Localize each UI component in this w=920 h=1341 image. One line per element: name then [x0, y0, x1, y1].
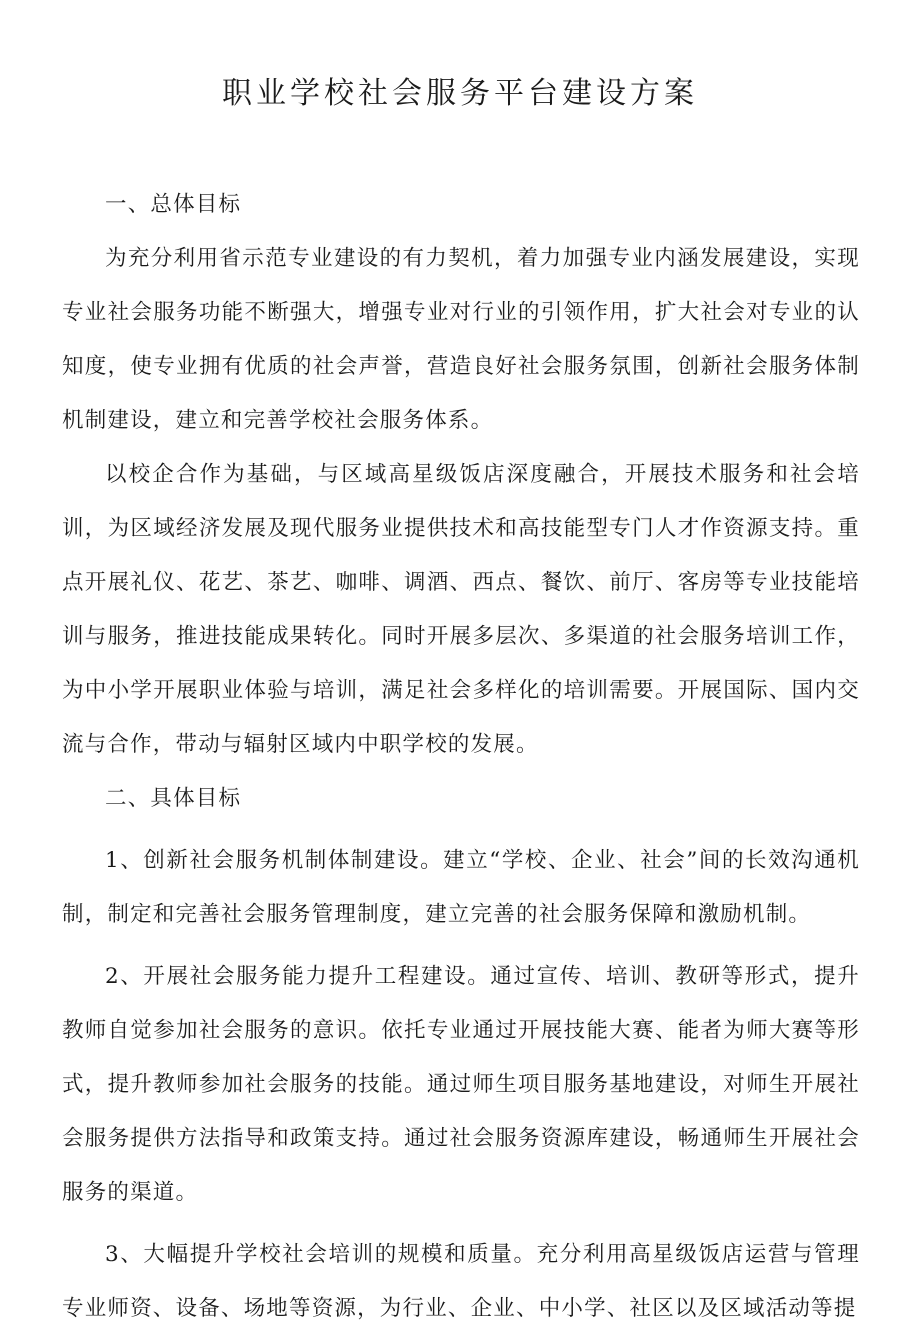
paragraph: 以校企合作为基础，与区域高星级饭店深度融合，开展技术服务和社会培训，为区域经济发展及现代服务业提供技术和高技能型专门人才作资源支持。重点开展礼仪、花艺、茶艺、咖啡、调酒、西点、餐饮、前厅、客房等专业技能培训与服务，推进技能成果转化。同时开展多层次、多渠道的社会服务培训工作，为中小学开展职业体验与培训，满足社会多样化的培训需要。开展国际、国内交流与合作，带动与辐射区域内中职学校的发展。 [62, 462, 860, 757]
section-heading-overall-goals: 一、总体目标 [105, 192, 242, 217]
numbered-paragraph: 3、大幅提升学校社会培训的规模和质量。充分利用高星级饭店运营与管理专业师资、设备、场地等资源，为行业、企业、中小学、社区以及区域活动等提 [62, 1242, 860, 1321]
numbered-paragraph: 2、开展社会服务能力提升工程建设。通过宣传、培训、教研等形式，提升教师自觉参加社会服务的意识。依托专业通过开展技能大赛、能者为师大赛等形式，提升教师参加社会服务的技能。通过师生项目服务基地建设，对师生开展社会服务提供方法指导和政策支持。通过社会服务资源库建设，畅通师生开展社会服务的渠道。 [62, 964, 860, 1205]
paragraph: 为充分利用省示范专业建设的有力契机，着力加强专业内涵发展建设，实现专业社会服务功能不断强大，增强专业对行业的引领作用，扩大社会对专业的认知度，使专业拥有优质的社会声誉，营造良好社会服务氛围，创新社会服务体制机制建设，建立和完善学校社会服务体系。 [62, 246, 860, 433]
document-body [62, 178, 860, 1336]
numbered-paragraph: 1、创新社会服务机制体制建设。建立“学校、企业、社会”间的长效沟通机制，制定和完善社会服务管理制度，建立完善的社会服务保障和激励机制。 [62, 848, 860, 927]
document-title: 职业学校社会服务平台建设方案 [222, 76, 698, 111]
section-heading-specific-goals: 二、具体目标 [105, 786, 242, 811]
